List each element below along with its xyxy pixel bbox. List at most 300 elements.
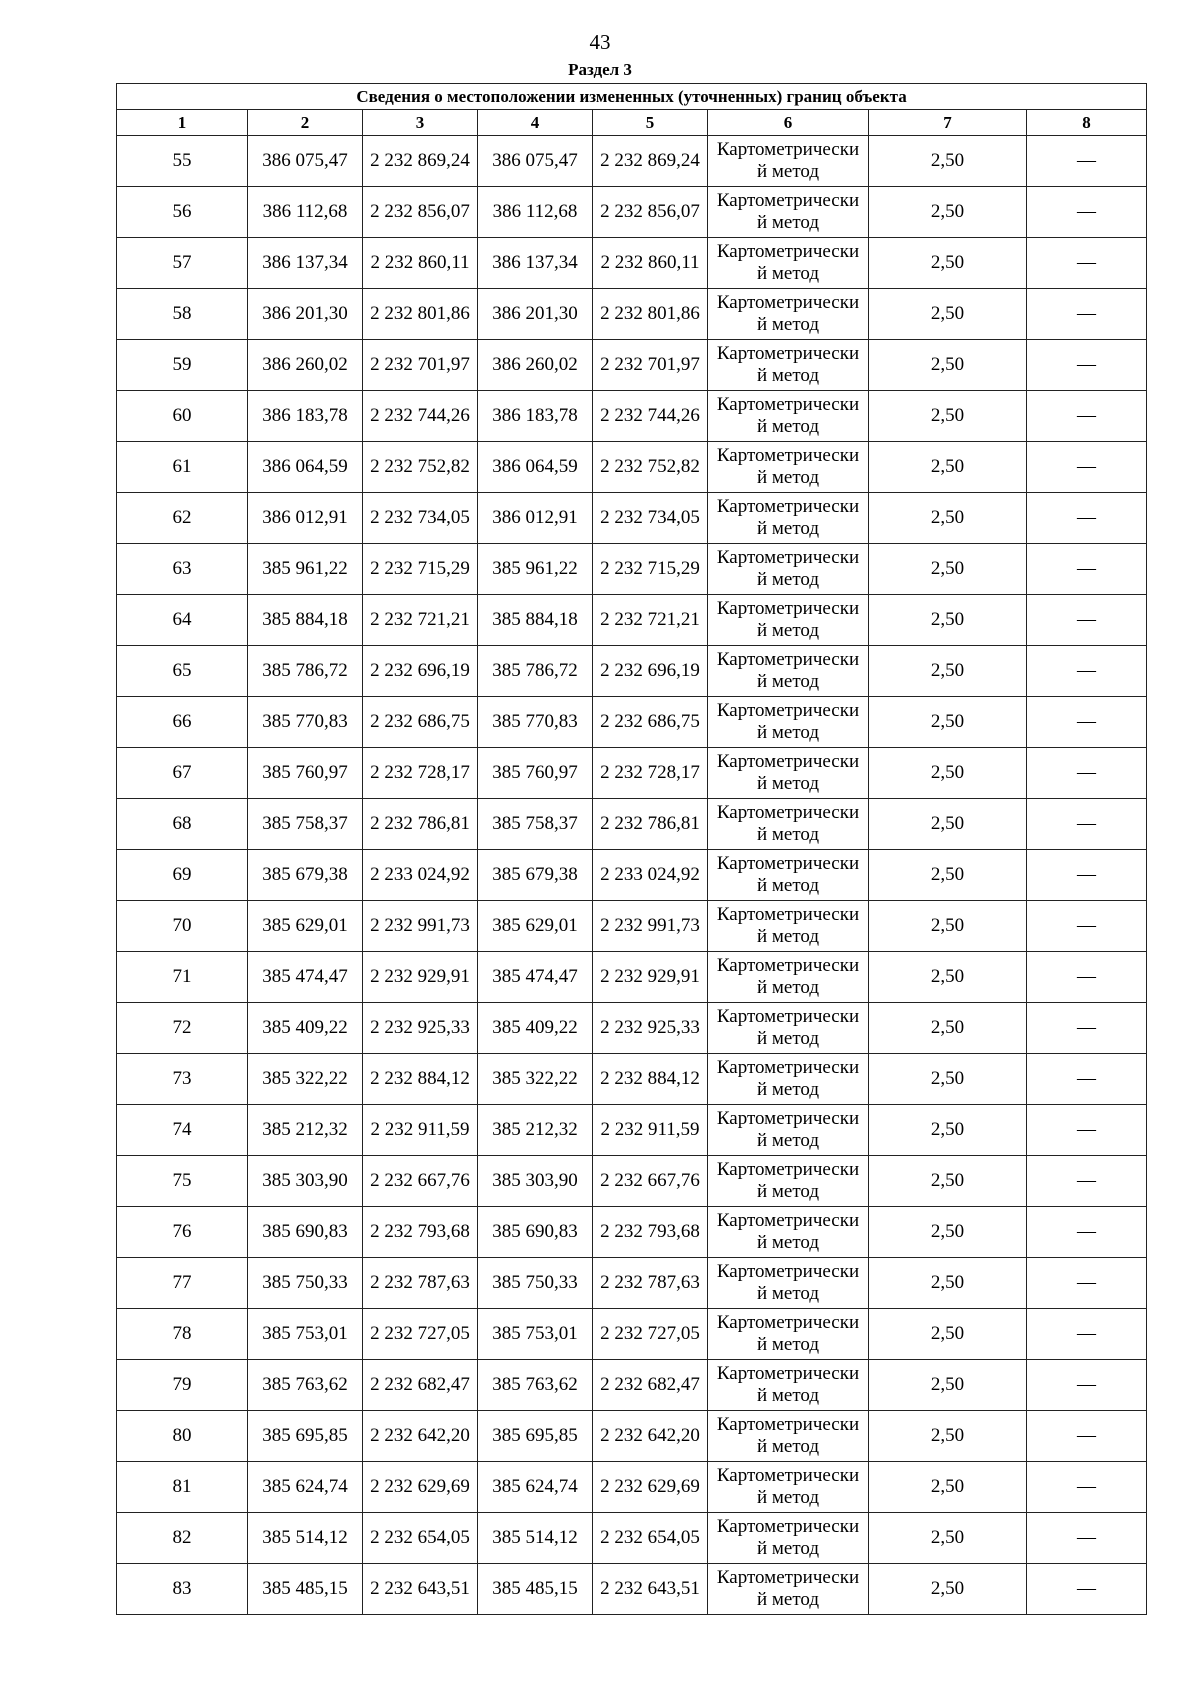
table-row — [117, 544, 1147, 595]
existing-x-cell: 385 474,47 — [248, 952, 363, 1003]
accuracy-cell: 2,50 — [869, 1156, 1027, 1207]
accuracy-cell: 2,50 — [869, 1513, 1027, 1564]
refined-x-cell: 385 624,74 — [478, 1462, 593, 1513]
accuracy-cell: 2,50 — [869, 901, 1027, 952]
refined-x-cell: 385 485,15 — [478, 1564, 593, 1615]
table-row — [117, 799, 1147, 850]
refined-y-cell: 2 232 727,05 — [593, 1309, 708, 1360]
method-line-2: й метод — [756, 1181, 820, 1202]
existing-x-cell: 385 690,83 — [248, 1207, 363, 1258]
method-cell — [708, 289, 869, 340]
column-number: 5 — [593, 110, 708, 136]
column-number: 6 — [708, 110, 869, 136]
refined-x-cell: 385 303,90 — [478, 1156, 593, 1207]
refined-y-cell: 2 232 643,51 — [593, 1564, 708, 1615]
point-number-cell: 78 — [117, 1309, 248, 1360]
existing-x-cell: 385 212,32 — [248, 1105, 363, 1156]
existing-y-cell: 2 232 728,17 — [363, 748, 478, 799]
column-numbers-row — [117, 110, 1147, 136]
method-line-2: й метод — [756, 824, 820, 845]
accuracy-cell: 2,50 — [869, 748, 1027, 799]
existing-x-cell: 385 760,97 — [248, 748, 363, 799]
refined-x-cell: 385 690,83 — [478, 1207, 593, 1258]
method-cell — [708, 1411, 869, 1462]
column-number: 8 — [1027, 110, 1147, 136]
method-line-1: Картометрически — [716, 1465, 860, 1486]
existing-x-cell: 385 485,15 — [248, 1564, 363, 1615]
refined-y-cell: 2 232 929,91 — [593, 952, 708, 1003]
method-line-2: й метод — [756, 1538, 820, 1559]
refined-y-cell: 2 232 860,11 — [593, 238, 708, 289]
method-line-1: Картометрически — [716, 802, 860, 823]
existing-y-cell: 2 232 727,05 — [363, 1309, 478, 1360]
refined-y-cell: 2 232 793,68 — [593, 1207, 708, 1258]
refined-x-cell: 385 322,22 — [478, 1054, 593, 1105]
refined-y-cell: 2 232 654,05 — [593, 1513, 708, 1564]
existing-x-cell: 385 303,90 — [248, 1156, 363, 1207]
method-cell — [708, 442, 869, 493]
refined-x-cell: 386 112,68 — [478, 187, 593, 238]
method-cell — [708, 391, 869, 442]
existing-y-cell: 2 232 856,07 — [363, 187, 478, 238]
accuracy-cell: 2,50 — [869, 442, 1027, 493]
method-line-2: й метод — [756, 671, 820, 692]
note-cell: — — [1027, 544, 1147, 595]
column-number: 2 — [248, 110, 363, 136]
point-number-cell: 61 — [117, 442, 248, 493]
refined-x-cell: 385 679,38 — [478, 850, 593, 901]
point-number-cell: 56 — [117, 187, 248, 238]
point-number-cell: 57 — [117, 238, 248, 289]
existing-x-cell: 386 201,30 — [248, 289, 363, 340]
existing-x-cell: 385 624,74 — [248, 1462, 363, 1513]
refined-x-cell: 385 750,33 — [478, 1258, 593, 1309]
existing-y-cell: 2 232 929,91 — [363, 952, 478, 1003]
table-row — [117, 850, 1147, 901]
accuracy-cell: 2,50 — [869, 1360, 1027, 1411]
existing-x-cell: 385 961,22 — [248, 544, 363, 595]
point-number-cell: 68 — [117, 799, 248, 850]
method-line-2: й метод — [756, 1283, 820, 1304]
existing-x-cell: 385 753,01 — [248, 1309, 363, 1360]
accuracy-cell: 2,50 — [869, 136, 1027, 187]
method-line-2: й метод — [756, 212, 820, 233]
method-line-2: й метод — [756, 263, 820, 284]
note-cell: — — [1027, 391, 1147, 442]
accuracy-cell: 2,50 — [869, 952, 1027, 1003]
method-line-1: Картометрически — [716, 598, 860, 619]
refined-y-cell: 2 232 701,97 — [593, 340, 708, 391]
point-number-cell: 64 — [117, 595, 248, 646]
note-cell: — — [1027, 1258, 1147, 1309]
method-line-1: Картометрически — [716, 1108, 860, 1129]
table-row — [117, 748, 1147, 799]
accuracy-cell: 2,50 — [869, 1411, 1027, 1462]
note-cell: — — [1027, 646, 1147, 697]
method-line-1: Картометрически — [716, 700, 860, 721]
method-line-1: Картометрически — [716, 649, 860, 670]
refined-x-cell: 385 753,01 — [478, 1309, 593, 1360]
method-line-2: й метод — [756, 1487, 820, 1508]
note-cell: — — [1027, 799, 1147, 850]
table-caption: Сведения о местоположении измененных (уточненных) границ объекта — [117, 84, 1147, 110]
method-cell — [708, 850, 869, 901]
point-number-cell: 60 — [117, 391, 248, 442]
point-number-cell: 79 — [117, 1360, 248, 1411]
table-row — [117, 340, 1147, 391]
accuracy-cell: 2,50 — [869, 595, 1027, 646]
point-number-cell: 75 — [117, 1156, 248, 1207]
column-number: 7 — [869, 110, 1027, 136]
refined-x-cell: 386 064,59 — [478, 442, 593, 493]
method-line-1: Картометрически — [716, 955, 860, 976]
method-line-2: й метод — [756, 773, 820, 794]
table-caption-row — [117, 84, 1147, 110]
note-cell: — — [1027, 1309, 1147, 1360]
existing-y-cell: 2 232 643,51 — [363, 1564, 478, 1615]
refined-y-cell: 2 233 024,92 — [593, 850, 708, 901]
existing-y-cell: 2 232 701,97 — [363, 340, 478, 391]
refined-y-cell: 2 232 715,29 — [593, 544, 708, 595]
method-cell — [708, 238, 869, 289]
note-cell: — — [1027, 901, 1147, 952]
point-number-cell: 59 — [117, 340, 248, 391]
existing-x-cell: 385 514,12 — [248, 1513, 363, 1564]
existing-y-cell: 2 232 696,19 — [363, 646, 478, 697]
existing-x-cell: 385 695,85 — [248, 1411, 363, 1462]
note-cell: — — [1027, 238, 1147, 289]
method-line-2: й метод — [756, 1334, 820, 1355]
refined-x-cell: 385 760,97 — [478, 748, 593, 799]
method-line-1: Картометрически — [716, 496, 860, 517]
column-number: 1 — [117, 110, 248, 136]
accuracy-cell: 2,50 — [869, 340, 1027, 391]
existing-y-cell: 2 232 884,12 — [363, 1054, 478, 1105]
table-row — [117, 238, 1147, 289]
note-cell: — — [1027, 850, 1147, 901]
note-cell: — — [1027, 1156, 1147, 1207]
table-row — [117, 1411, 1147, 1462]
existing-y-cell: 2 232 667,76 — [363, 1156, 478, 1207]
existing-y-cell: 2 232 925,33 — [363, 1003, 478, 1054]
method-line-1: Картометрически — [716, 1159, 860, 1180]
method-line-1: Картометрически — [716, 139, 860, 160]
existing-y-cell: 2 232 654,05 — [363, 1513, 478, 1564]
refined-x-cell: 386 183,78 — [478, 391, 593, 442]
method-line-2: й метод — [756, 977, 820, 998]
method-line-2: й метод — [756, 722, 820, 743]
accuracy-cell: 2,50 — [869, 391, 1027, 442]
method-line-2: й метод — [756, 365, 820, 386]
table-row — [117, 1258, 1147, 1309]
method-line-1: Картометрически — [716, 904, 860, 925]
refined-y-cell: 2 232 786,81 — [593, 799, 708, 850]
method-line-2: й метод — [756, 1028, 820, 1049]
method-cell — [708, 595, 869, 646]
existing-y-cell: 2 232 682,47 — [363, 1360, 478, 1411]
refined-x-cell: 386 201,30 — [478, 289, 593, 340]
point-number-cell: 77 — [117, 1258, 248, 1309]
table-body — [117, 136, 1147, 1615]
table-row — [117, 1360, 1147, 1411]
method-line-1: Картометрически — [716, 343, 860, 364]
refined-x-cell: 386 075,47 — [478, 136, 593, 187]
existing-x-cell: 385 884,18 — [248, 595, 363, 646]
existing-x-cell: 386 183,78 — [248, 391, 363, 442]
note-cell: — — [1027, 1462, 1147, 1513]
table-row — [117, 697, 1147, 748]
method-line-2: й метод — [756, 1130, 820, 1151]
table-row — [117, 595, 1147, 646]
method-cell — [708, 1309, 869, 1360]
note-cell: — — [1027, 493, 1147, 544]
refined-x-cell: 385 763,62 — [478, 1360, 593, 1411]
existing-y-cell: 2 232 786,81 — [363, 799, 478, 850]
refined-y-cell: 2 232 801,86 — [593, 289, 708, 340]
coordinates-table — [116, 83, 1147, 1615]
method-line-1: Картометрически — [716, 1516, 860, 1537]
method-cell — [708, 646, 869, 697]
method-line-2: й метод — [756, 161, 820, 182]
method-cell — [708, 493, 869, 544]
table-row — [117, 1003, 1147, 1054]
refined-y-cell: 2 232 911,59 — [593, 1105, 708, 1156]
existing-y-cell: 2 232 991,73 — [363, 901, 478, 952]
accuracy-cell: 2,50 — [869, 1462, 1027, 1513]
method-line-2: й метод — [756, 1385, 820, 1406]
refined-x-cell: 386 012,91 — [478, 493, 593, 544]
method-cell — [708, 1258, 869, 1309]
existing-x-cell: 385 629,01 — [248, 901, 363, 952]
point-number-cell: 67 — [117, 748, 248, 799]
note-cell: — — [1027, 1054, 1147, 1105]
method-cell — [708, 1513, 869, 1564]
existing-x-cell: 385 409,22 — [248, 1003, 363, 1054]
method-cell — [708, 1462, 869, 1513]
point-number-cell: 80 — [117, 1411, 248, 1462]
existing-y-cell: 2 232 911,59 — [363, 1105, 478, 1156]
method-cell — [708, 697, 869, 748]
existing-y-cell: 2 232 801,86 — [363, 289, 478, 340]
note-cell: — — [1027, 1564, 1147, 1615]
method-cell — [708, 799, 869, 850]
refined-x-cell: 385 409,22 — [478, 1003, 593, 1054]
table-row — [117, 493, 1147, 544]
accuracy-cell: 2,50 — [869, 1105, 1027, 1156]
existing-x-cell: 385 750,33 — [248, 1258, 363, 1309]
refined-y-cell: 2 232 629,69 — [593, 1462, 708, 1513]
table-row — [117, 136, 1147, 187]
note-cell: — — [1027, 1105, 1147, 1156]
method-line-1: Картометрически — [716, 1312, 860, 1333]
refined-y-cell: 2 232 682,47 — [593, 1360, 708, 1411]
note-cell: — — [1027, 1003, 1147, 1054]
method-line-1: Картометрически — [716, 241, 860, 262]
refined-y-cell: 2 232 991,73 — [593, 901, 708, 952]
existing-x-cell: 385 763,62 — [248, 1360, 363, 1411]
refined-x-cell: 385 695,85 — [478, 1411, 593, 1462]
column-number: 3 — [363, 110, 478, 136]
method-line-1: Картометрически — [716, 1261, 860, 1282]
method-cell — [708, 1360, 869, 1411]
note-cell: — — [1027, 697, 1147, 748]
method-line-1: Картометрически — [716, 1567, 860, 1588]
existing-x-cell: 385 786,72 — [248, 646, 363, 697]
existing-y-cell: 2 232 715,29 — [363, 544, 478, 595]
point-number-cell: 62 — [117, 493, 248, 544]
section-title: Раздел 3 — [568, 60, 632, 79]
refined-y-cell: 2 232 752,82 — [593, 442, 708, 493]
refined-x-cell: 385 212,32 — [478, 1105, 593, 1156]
method-cell — [708, 748, 869, 799]
point-number-cell: 69 — [117, 850, 248, 901]
note-cell: — — [1027, 595, 1147, 646]
existing-x-cell: 385 758,37 — [248, 799, 363, 850]
note-cell: — — [1027, 340, 1147, 391]
refined-x-cell: 385 474,47 — [478, 952, 593, 1003]
accuracy-cell: 2,50 — [869, 646, 1027, 697]
note-cell: — — [1027, 136, 1147, 187]
method-line-2: й метод — [756, 875, 820, 896]
existing-y-cell: 2 232 686,75 — [363, 697, 478, 748]
existing-y-cell: 2 232 642,20 — [363, 1411, 478, 1462]
method-cell — [708, 1156, 869, 1207]
note-cell: — — [1027, 1360, 1147, 1411]
existing-y-cell: 2 232 734,05 — [363, 493, 478, 544]
method-line-1: Картометрически — [716, 853, 860, 874]
existing-y-cell: 2 232 793,68 — [363, 1207, 478, 1258]
refined-x-cell: 385 786,72 — [478, 646, 593, 697]
refined-y-cell: 2 232 721,21 — [593, 595, 708, 646]
refined-y-cell: 2 232 856,07 — [593, 187, 708, 238]
method-line-2: й метод — [756, 569, 820, 590]
accuracy-cell: 2,50 — [869, 1054, 1027, 1105]
table-row — [117, 1564, 1147, 1615]
existing-x-cell: 386 064,59 — [248, 442, 363, 493]
table-row — [117, 1207, 1147, 1258]
refined-x-cell: 385 884,18 — [478, 595, 593, 646]
method-cell — [708, 136, 869, 187]
method-cell — [708, 340, 869, 391]
note-cell: — — [1027, 289, 1147, 340]
existing-x-cell: 385 679,38 — [248, 850, 363, 901]
note-cell: — — [1027, 1513, 1147, 1564]
accuracy-cell: 2,50 — [869, 697, 1027, 748]
refined-x-cell: 386 260,02 — [478, 340, 593, 391]
accuracy-cell: 2,50 — [869, 1309, 1027, 1360]
method-line-2: й метод — [756, 1589, 820, 1610]
point-number-cell: 63 — [117, 544, 248, 595]
existing-y-cell: 2 232 744,26 — [363, 391, 478, 442]
refined-x-cell: 385 629,01 — [478, 901, 593, 952]
method-cell — [708, 1003, 869, 1054]
accuracy-cell: 2,50 — [869, 1207, 1027, 1258]
existing-y-cell: 2 232 787,63 — [363, 1258, 478, 1309]
existing-x-cell: 386 137,34 — [248, 238, 363, 289]
table-row — [117, 1309, 1147, 1360]
note-cell: — — [1027, 1207, 1147, 1258]
method-line-1: Картометрически — [716, 1006, 860, 1027]
existing-y-cell: 2 232 752,82 — [363, 442, 478, 493]
method-line-1: Картометрически — [716, 1363, 860, 1384]
accuracy-cell: 2,50 — [869, 850, 1027, 901]
method-line-2: й метод — [756, 1436, 820, 1457]
note-cell: — — [1027, 952, 1147, 1003]
method-line-2: й метод — [756, 1079, 820, 1100]
method-line-2: й метод — [756, 620, 820, 641]
refined-y-cell: 2 232 869,24 — [593, 136, 708, 187]
note-cell: — — [1027, 187, 1147, 238]
refined-y-cell: 2 232 686,75 — [593, 697, 708, 748]
table-row — [117, 187, 1147, 238]
method-line-1: Картометрически — [716, 751, 860, 772]
existing-y-cell: 2 232 721,21 — [363, 595, 478, 646]
table-row — [117, 1054, 1147, 1105]
method-line-1: Картометрически — [716, 1057, 860, 1078]
note-cell: — — [1027, 442, 1147, 493]
existing-y-cell: 2 232 629,69 — [363, 1462, 478, 1513]
point-number-cell: 72 — [117, 1003, 248, 1054]
note-cell: — — [1027, 1411, 1147, 1462]
existing-x-cell: 386 012,91 — [248, 493, 363, 544]
point-number-cell: 71 — [117, 952, 248, 1003]
accuracy-cell: 2,50 — [869, 289, 1027, 340]
existing-y-cell: 2 232 869,24 — [363, 136, 478, 187]
accuracy-cell: 2,50 — [869, 187, 1027, 238]
refined-x-cell: 385 961,22 — [478, 544, 593, 595]
method-cell — [708, 544, 869, 595]
method-cell — [708, 187, 869, 238]
point-number-cell: 74 — [117, 1105, 248, 1156]
method-cell — [708, 1105, 869, 1156]
refined-y-cell: 2 232 744,26 — [593, 391, 708, 442]
method-line-1: Картометрически — [716, 292, 860, 313]
accuracy-cell: 2,50 — [869, 1258, 1027, 1309]
refined-y-cell: 2 232 787,63 — [593, 1258, 708, 1309]
point-number-cell: 76 — [117, 1207, 248, 1258]
method-line-2: й метод — [756, 1232, 820, 1253]
existing-y-cell: 2 233 024,92 — [363, 850, 478, 901]
refined-x-cell: 386 137,34 — [478, 238, 593, 289]
table-row — [117, 391, 1147, 442]
point-number-cell: 73 — [117, 1054, 248, 1105]
column-number: 4 — [478, 110, 593, 136]
point-number-cell: 83 — [117, 1564, 248, 1615]
point-number-cell: 66 — [117, 697, 248, 748]
refined-y-cell: 2 232 696,19 — [593, 646, 708, 697]
refined-y-cell: 2 232 734,05 — [593, 493, 708, 544]
accuracy-cell: 2,50 — [869, 799, 1027, 850]
refined-x-cell: 385 758,37 — [478, 799, 593, 850]
method-line-1: Картометрически — [716, 547, 860, 568]
table-row — [117, 901, 1147, 952]
method-line-1: Картометрически — [716, 190, 860, 211]
table-row — [117, 442, 1147, 493]
note-cell: — — [1027, 748, 1147, 799]
refined-y-cell: 2 232 728,17 — [593, 748, 708, 799]
point-number-cell: 58 — [117, 289, 248, 340]
method-line-1: Картометрически — [716, 445, 860, 466]
refined-x-cell: 385 514,12 — [478, 1513, 593, 1564]
accuracy-cell: 2,50 — [869, 493, 1027, 544]
table-row — [117, 1105, 1147, 1156]
method-line-1: Картометрически — [716, 394, 860, 415]
table-row — [117, 289, 1147, 340]
method-line-2: й метод — [756, 518, 820, 539]
method-line-2: й метод — [756, 416, 820, 437]
table-row — [117, 1462, 1147, 1513]
refined-y-cell: 2 232 884,12 — [593, 1054, 708, 1105]
